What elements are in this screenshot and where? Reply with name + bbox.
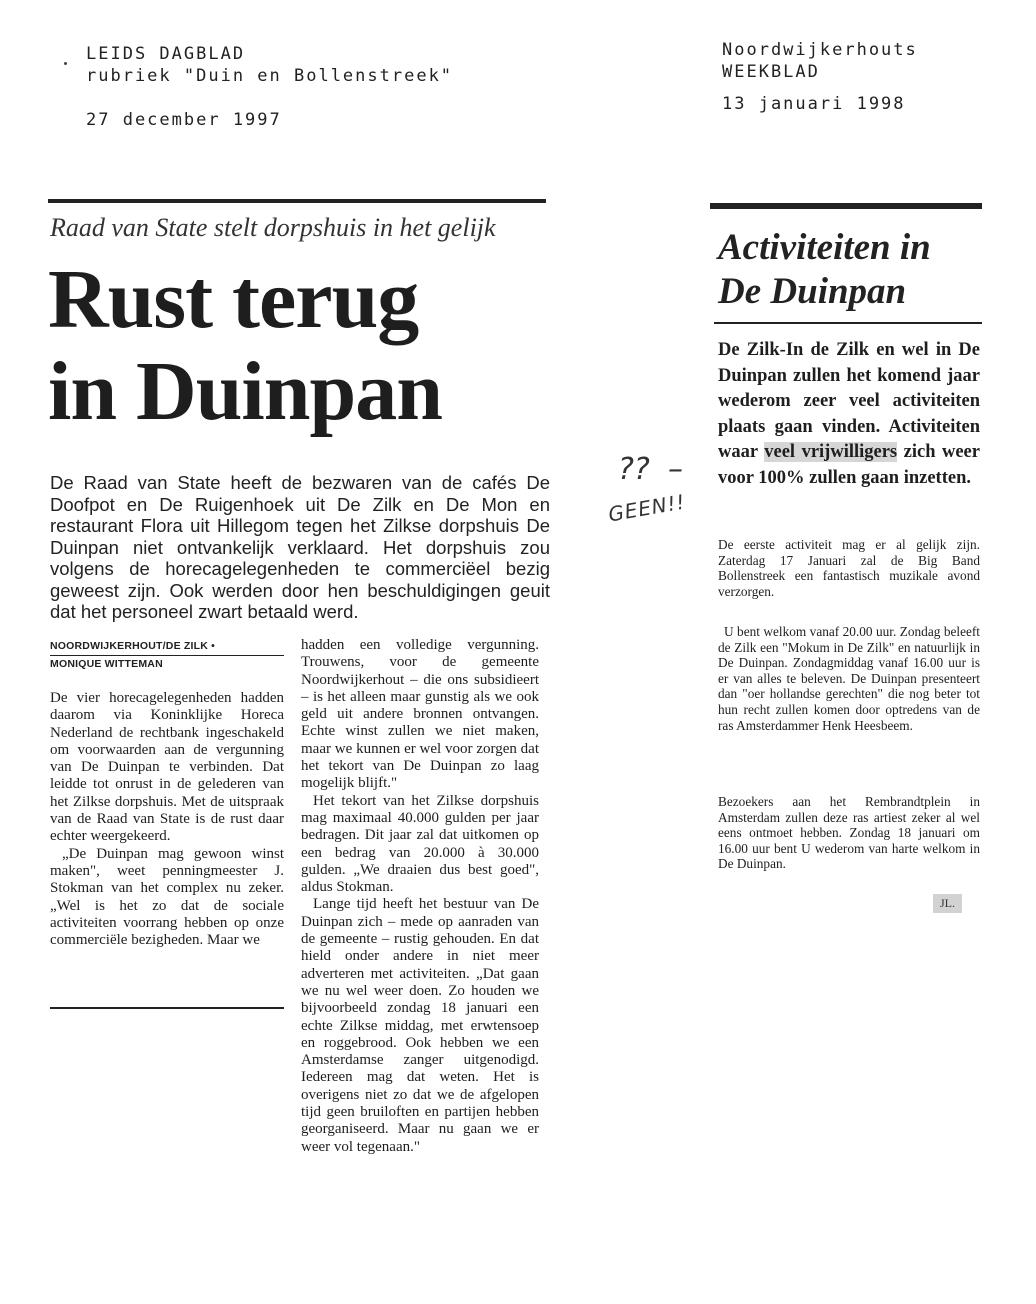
right-para-1-text: De eerste activiteit mag er al gelijk zijn. Zaterdag 17 Januari zal de Big Band Bollenstreek een fantastisch muzikale avond verzorgen. (718, 537, 980, 599)
left-column-2 (301, 637, 539, 1156)
right-paragraph-2 (718, 624, 980, 733)
right-paragraph-1 (718, 537, 980, 599)
column-end-rule (50, 1007, 284, 1009)
signature-initials: JL. (933, 894, 962, 913)
left-lead-paragraph: De Raad van State heeft de bezwaren van de cafés De Doofpot en De Ruigenhoek uit De Zilk en De Mon en restaurant Flora uit Hillegom tegen het Zilkse dorpshuis De Duinpan niet ontvankelijk verklaard. Het dorpshuis zou volgens de horecagelegenheden te commerciëel bezig geweest zijn. Ook werden door hen beschuldigingen geuit dat het personeel zwart betaald werd. (50, 472, 550, 622)
highlighted-volunteers: veel vrijwilligers (764, 442, 898, 462)
left-headline (48, 254, 548, 438)
right-headline-line1: Activiteiten in (718, 227, 931, 268)
col1-paragraph-1: De vier horecagelegenheden hadden daarom via Koninklijke Horeca Nederland de rechtbank ingeschakeld om voorwaarden aan de vergunning van De Duinpan te verbinden. Dat leidde tot onrust in de gelederen van het Zilkse dorpshuis. Met de uitspraak van de Raad van State is de rust daar echter weergekeerd. (50, 690, 284, 845)
right-headline-rule (714, 322, 982, 324)
right-lead-paragraph (718, 338, 980, 491)
right-paper-name: Noordwijkerhouts (722, 40, 918, 60)
left-headline-line1: Rust terug (48, 253, 419, 346)
right-top-rule (710, 203, 982, 209)
left-kicker: Raad van State stelt dorpshuis in het gelijk (50, 213, 496, 242)
right-para-3-text: Bezoekers aan het Rembrandtplein in Amsterdam zullen deze ras artiest zeker al wel eens ontmoet hebben. Zondag 18 januari om 16.00 uur bent U wederom van harte welkom in De Duinpan. (718, 794, 980, 872)
col2-paragraph-1: hadden een volledige vergunning. Trouwens, voor de gemeente Noordwijkerhout – die ons subsidieert – is het alleen maar gunstig als we ook geld uit andere bronnen ontvangen. Echte winst zullen we niet maken, maar we kunnen er wel voor zorgen dat het tekort van De Duinpan zo laag mogelijk blijft." (301, 637, 539, 792)
col1-paragraph-2: „De Duinpan mag gewoon winst maken", weet penningmeester J. Stokman van het complex nu zeker. „Wel is het zo dat de sociale activiteiten voorrang hebben op onze commerciële bezigheden. Maar we (50, 845, 284, 949)
col2-paragraph-2: Het tekort van het Zilkse dorpshuis mag maximaal 40.000 gulden per jaar bedragen. Dit jaar zal dat uitkomen op een bedrag van 20.000 à 30.000 gulden. „We draaien dus best goed", aldus Stokman. (301, 792, 539, 896)
right-lead-text-a: De Zilk-In de Zilk en wel in De Duinpan zullen het komend jaar wederom zeer veel activiteiten plaats gaan vinden. Activiteiten waar (718, 340, 980, 462)
right-lead-text-b: zich weer voor 100% zullen gaan inzetten. (718, 442, 980, 488)
right-paper-subname: WEEKBLAD (722, 62, 820, 82)
handwritten-question-marks: ?? (618, 452, 650, 487)
col2-paragraph-3: Lange tijd heeft het bestuur van De Duinpan zich – mede op aanraden van de gemeente – rustig gehouden. En dat hield onder andere in niet meer adverteren met activiteiten. „Dat gaan we nu wel weer doen. Zo houden we bijvoorbeeld zondag 18 januari een echte Zilkse middag, met erwtensoep en roggebrood. Ook hebben we een Amsterdamse zanger uitgenodigd. Iedereen mag dat weten. Het is overigens niet zo dat we de afgelopen tijd geen bruiloften en partijen hebben georganiseerd. Maar nu gaan we er weer vol tegenaan." (301, 896, 539, 1155)
left-top-rule (48, 199, 546, 203)
left-section-name: rubriek "Duin en Bollenstreek" (86, 66, 454, 86)
left-paper-name: LEIDS DAGBLAD (86, 44, 246, 64)
handwritten-dash: – (668, 452, 683, 487)
handwritten-note: GEEN!! (606, 489, 688, 527)
left-column-1 (50, 690, 284, 949)
right-headline (718, 226, 988, 314)
right-para-2-text: U bent welkom vanaf 20.00 uur. Zondag beleeft de Zilk een "Mokum in De Zilk" en natuurlijk in De Duinpan. Zondagmiddag vanaf 16.00 uur is er van alles te beleven. De Duinpan presenteert dan "oer hollandse gerechten" die nog beter tot hun recht zullen komen door optredens van de ras Amsterdammer Henk Heesbeem. (718, 624, 980, 733)
left-date: 27 december 1997 (86, 110, 282, 130)
right-paragraph-3 (718, 794, 980, 872)
left-headline-line2: in Duinpan (48, 345, 442, 438)
right-date: 13 januari 1998 (722, 94, 906, 114)
byline-place: NOORDWIJKERHOUT/DE ZILK • (50, 640, 216, 652)
byline-author: MONIQUE WITTEMAN (50, 658, 163, 670)
byline-rule (50, 655, 284, 656)
right-headline-line2: De Duinpan (718, 271, 907, 312)
speck-dot (64, 62, 67, 65)
